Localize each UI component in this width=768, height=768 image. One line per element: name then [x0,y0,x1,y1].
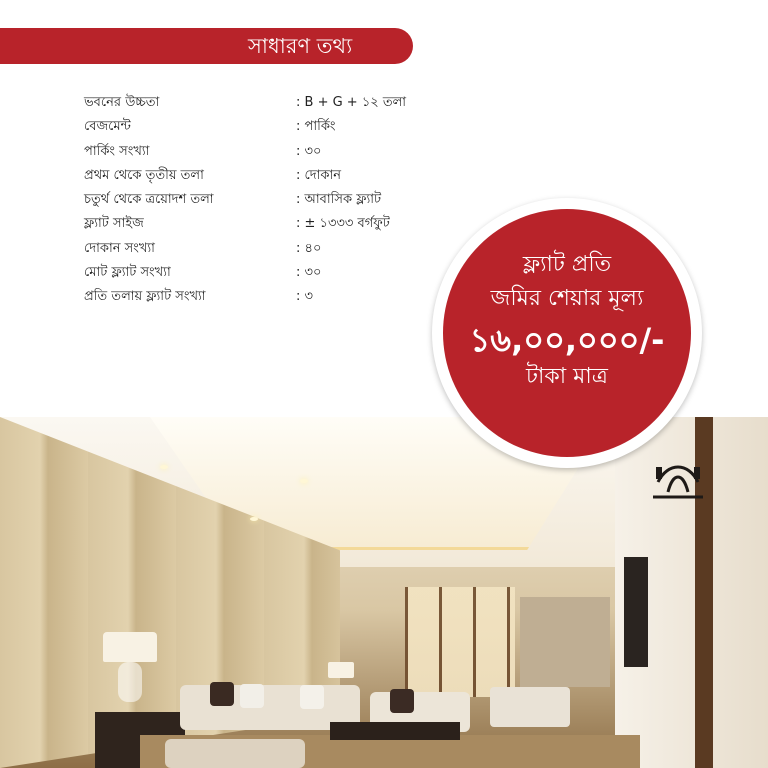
info-label: প্রতি তলায় ফ্ল্যাট সংখ্যা [84,289,206,305]
section-title: সাধারণ তথ্য [248,34,353,58]
info-value: : B + G + ১২ তলা [296,95,407,110]
info-value: : ৩ [296,289,313,305]
info-label: ফ্ল্যাট সাইজ [84,216,144,232]
info-label: ভবনের উচ্চতা [84,95,160,110]
cushion [390,689,414,713]
cushion [210,682,234,706]
info-value: : আবাসিক ফ্ল্যাট [296,192,382,208]
info-label: বেজমেন্ট [84,119,131,135]
living-room-photo [0,417,768,768]
info-label: মোট ফ্ল্যাট সংখ্যা [84,265,171,281]
info-value: : দোকান [296,167,342,183]
cushion [240,684,264,708]
dining-chairs [490,687,570,727]
downlight [300,479,308,483]
price-line-1: ফ্ল্যাট প্রতি [522,252,612,277]
info-value: : ৩০ [296,265,322,281]
price-line-2: জমির শেয়ার মূল্য [490,286,644,311]
lamp-base [118,662,142,702]
decorative-shelf [405,587,515,697]
dining-area-wall [520,597,610,687]
price-line-4: টাকা মাত্র [526,364,608,389]
info-value: : পার্কিং [296,119,336,135]
small-lamp [328,662,354,678]
ottoman [165,739,305,768]
cushion [300,685,324,709]
lamp-shade [103,632,157,662]
downlight [250,517,258,521]
price-badge-inner [443,209,691,457]
wall-sconce-icon [648,452,708,507]
coffee-table [330,722,460,740]
info-label: চতুর্থ থেকে ত্রয়োদশ তলা [84,192,214,208]
info-value: : ৩০ [296,143,322,159]
tv-panel [624,557,648,667]
downlight [160,465,168,469]
info-label: দোকান সংখ্যা [84,240,155,256]
price-amount: ১৬,০০,০০০/- [469,321,665,359]
price-badge [432,198,702,468]
info-value: : ± ১৩৩৩ বর্গফুট [296,216,390,232]
info-value: : ৪০ [296,240,322,256]
info-label: প্রথম থেকে তৃতীয় তলা [84,167,204,183]
info-label: পার্কিং সংখ্যা [84,143,150,159]
